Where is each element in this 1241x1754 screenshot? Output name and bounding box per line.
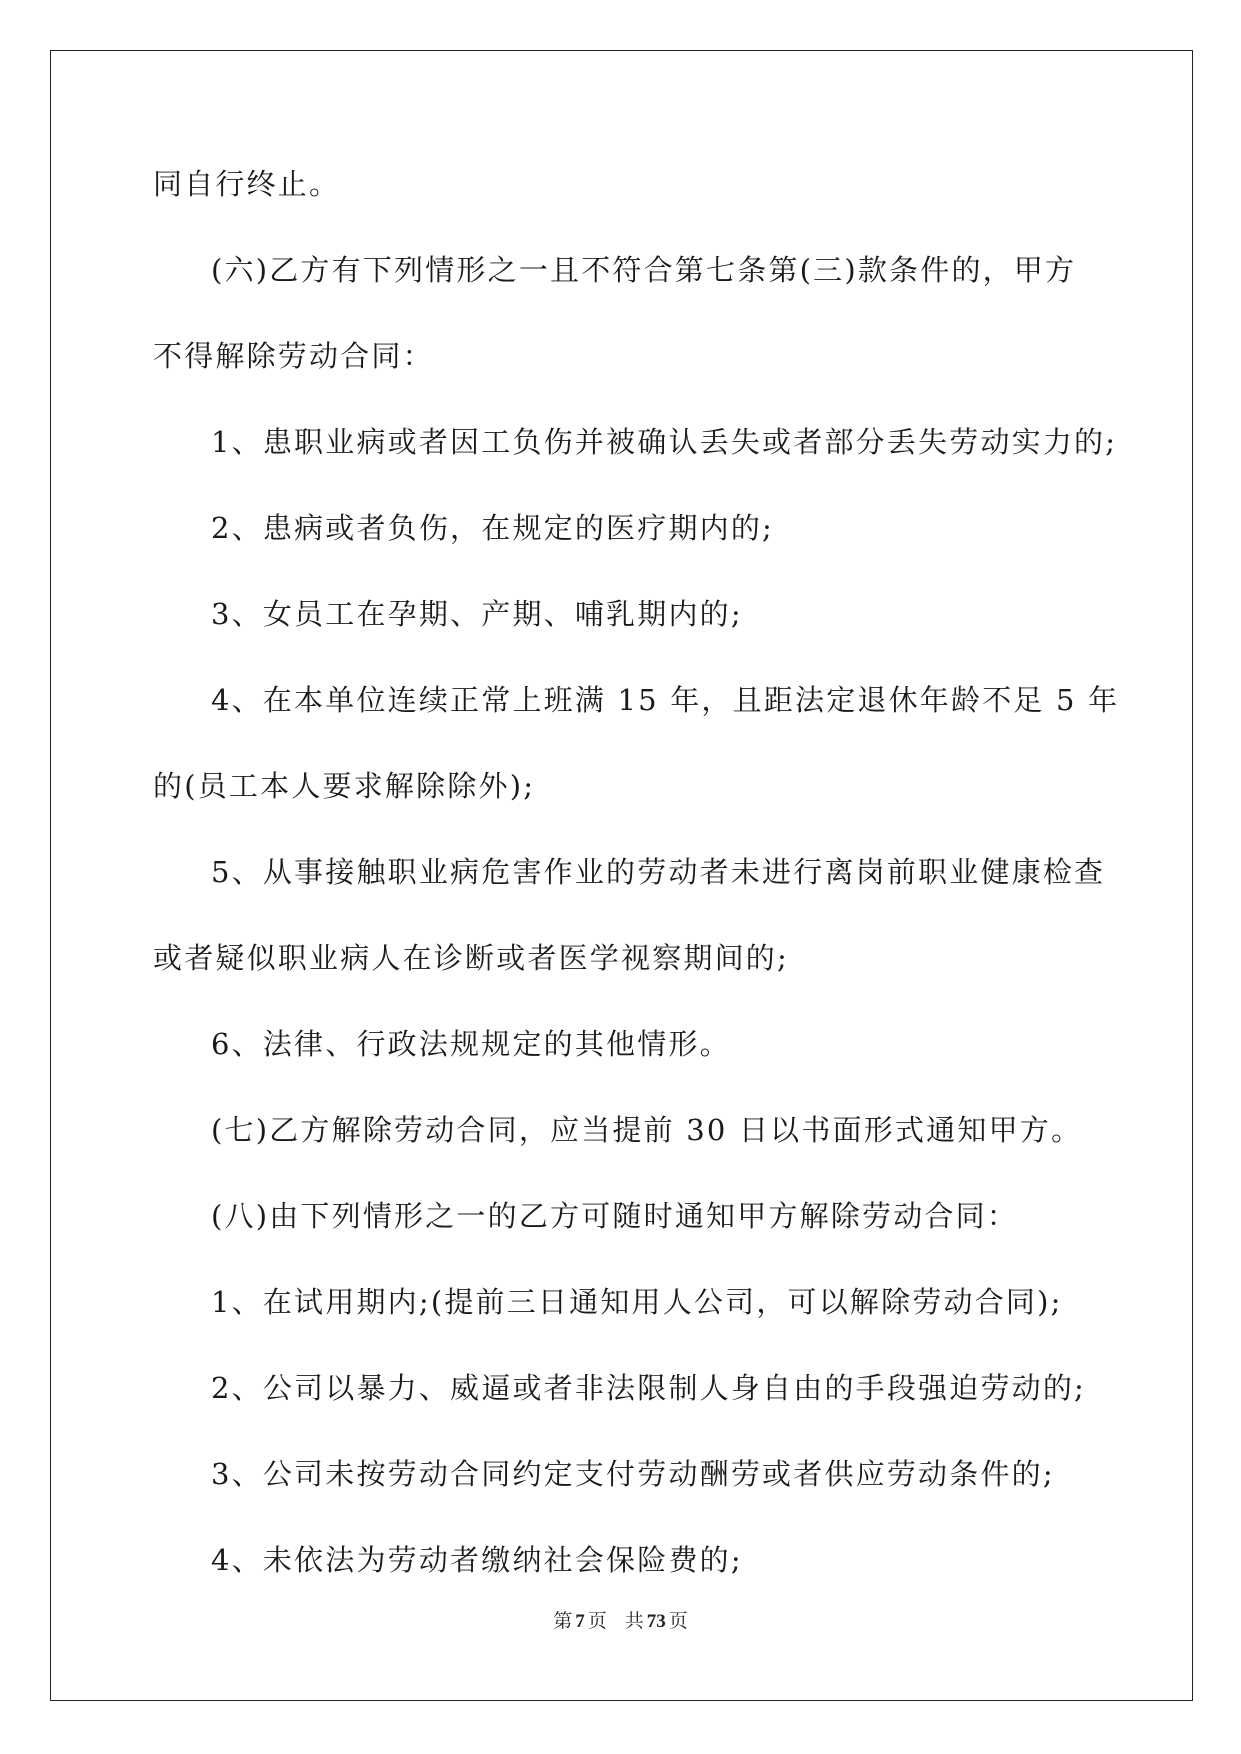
text-line: 同自行终止。 <box>153 167 341 201</box>
text-line: 4、在本单位连续正常上班满 15 年，且距法定退休年龄不足 5 年 <box>211 683 1120 717</box>
footer-page-suffix: 页 <box>587 1611 607 1632</box>
text-line: 3、公司未按劳动合同约定支付劳动酬劳或者供应劳动条件的; <box>211 1457 1055 1491</box>
text-line: (八)由下列情形之一的乙方可随时通知甲方解除劳动合同： <box>211 1199 1019 1233</box>
text-line: 1、在试用期内;(提前三日通知用人公司，可以解除劳动合同); <box>211 1285 1063 1319</box>
text-line: 4、未依法为劳动者缴纳社会保险费的; <box>211 1543 743 1577</box>
page-number: 7 <box>575 1611 585 1632</box>
total-pages: 73 <box>646 1611 666 1632</box>
page-footer <box>0 1606 1241 1633</box>
text-line: 1、患职业病或者因工负伤并被确认丢失或者部分丢失劳动实力的; <box>211 425 1118 459</box>
text-line: 5、从事接触职业病危害作业的劳动者未进行离岗前职业健康检查 <box>211 855 1106 889</box>
text-line: 2、患病或者负伤，在规定的医疗期内的; <box>211 511 775 545</box>
text-line: 2、公司以暴力、威逼或者非法限制人身自由的手段强迫劳动的; <box>211 1371 1087 1405</box>
text-line: 6、法律、行政法规规定的其他情形。 <box>211 1027 731 1061</box>
text-line: (六)乙方有下列情形之一且不符合第七条第(三)款条件的，甲方 <box>211 253 1077 287</box>
text-line: 不得解除劳动合同： <box>153 339 434 373</box>
text-line: 或者疑似职业病人在诊断或者医学视察期间的; <box>153 941 789 975</box>
footer-prefix: 第 <box>553 1611 573 1632</box>
text-line: 3、女员工在孕期、产期、哺乳期内的; <box>211 597 743 631</box>
footer-total-suffix: 页 <box>668 1611 688 1632</box>
footer-total-prefix: 共 <box>624 1611 644 1632</box>
text-line: 的(员工本人要求解除除外); <box>153 769 536 803</box>
text-line: (七)乙方解除劳动合同，应当提前 30 日以书面形式通知甲方。 <box>211 1113 1083 1147</box>
